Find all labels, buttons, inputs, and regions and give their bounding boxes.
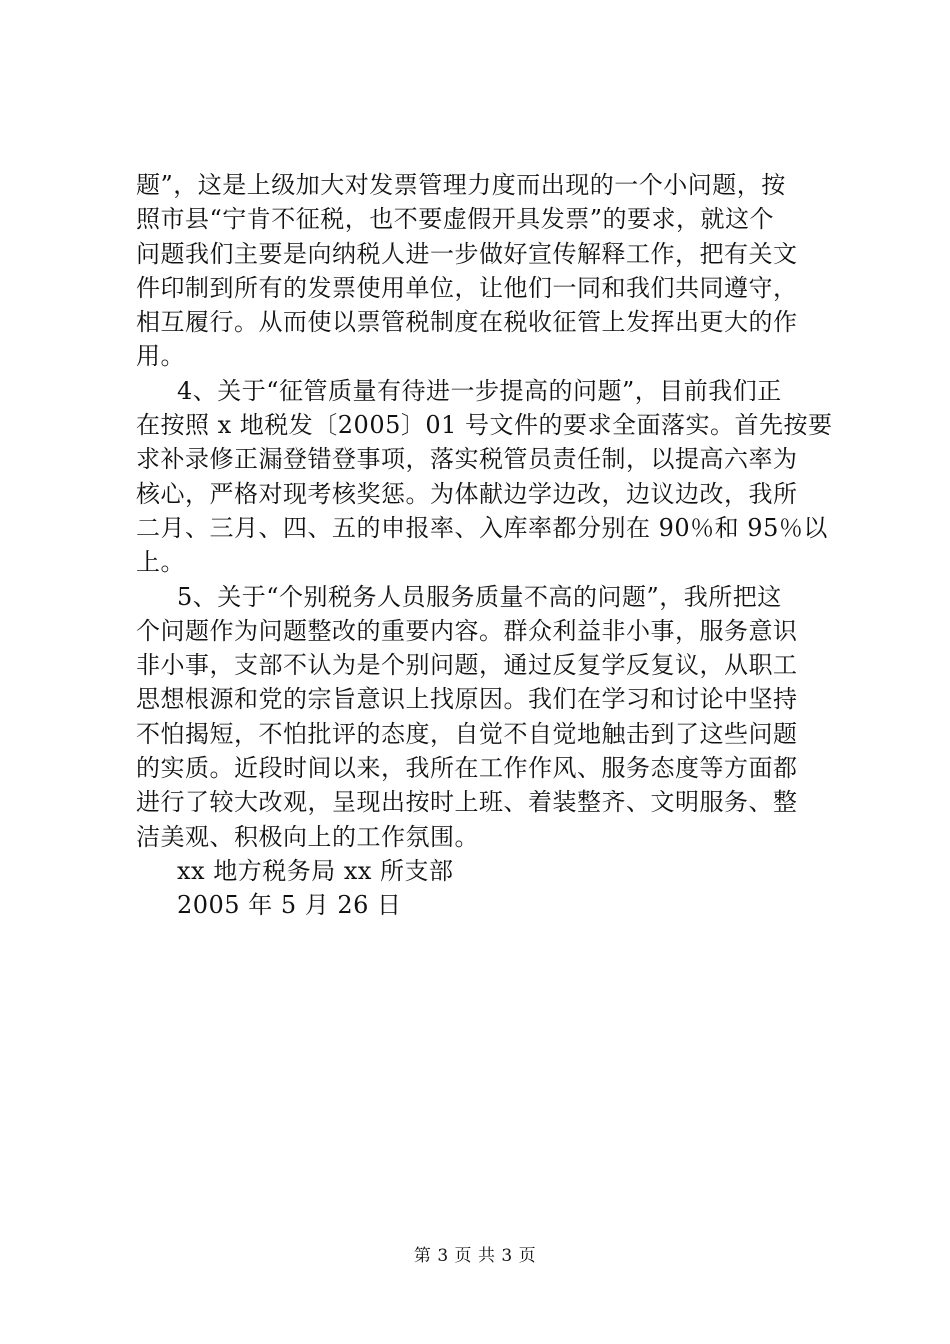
signature-date: 2005 年 5 月 26 日: [177, 891, 402, 920]
paragraph-start-line: 4、关于“征管质量有待进一步提高的问题”，目前我们正: [177, 376, 782, 405]
paragraph-start-line: 5、关于“个别税务人员服务质量不高的问题”，我所把这: [177, 582, 782, 611]
text-line: 求补录修正漏登错登事项，落实税管员责任制，以提高六率为: [136, 445, 798, 474]
text-line: 上。: [136, 548, 185, 577]
document-body: [136, 168, 836, 923]
text-line: 的实质。近段时间以来，我所在工作作风、服务态度等方面都: [136, 754, 798, 783]
signature-block: [136, 854, 836, 923]
text-line: 在按照 x 地税发〔2005〕01 号文件的要求全面落实。首先按要: [136, 411, 833, 440]
text-line: 件印制到所有的发票使用单位，让他们一同和我们共同遵守，: [136, 273, 798, 302]
text-line: 核心，严格对现考核奖惩。为体献边学边改，边议边改，我所: [136, 479, 798, 508]
text-line: 个问题作为问题整改的重要内容。群众利益非小事，服务意识: [136, 616, 798, 645]
text-line: 进行了较大改观，呈现出按时上班、着装整齐、文明服务、整: [136, 788, 798, 817]
signature-organization: xx 地方税务局 xx 所支部: [177, 856, 454, 885]
page-footer: 第 3 页 共 3 页: [413, 1246, 537, 1266]
text-line: 问题我们主要是向纳税人进一步做好宣传解释工作，把有关文: [136, 239, 798, 268]
text-line: 照市县“宁肯不征税，也不要虚假开具发票”的要求，就这个: [136, 205, 775, 234]
text-line: 不怕揭短，不怕批评的态度，自觉不自觉地触击到了这些问题: [136, 719, 798, 748]
text-line: 相互履行。从而使以票管税制度在税收征管上发挥出更大的作: [136, 308, 798, 337]
text-line: 洁美观、积极向上的工作氛围。: [136, 822, 479, 851]
text-line: 题”，这是上级加大对发票管理力度而出现的一个小问题，按: [136, 171, 786, 199]
text-line: 非小事，支部不认为是个别问题，通过反复学反复议，从职工: [136, 651, 798, 680]
text-line: 用。: [136, 342, 185, 371]
text-line: 思想根源和党的宗旨意识上找原因。我们在学习和讨论中坚持: [136, 685, 798, 714]
text-line: 二月、三月、四、五的申报率、入库率都分别在 90％和 95％以: [136, 513, 828, 542]
